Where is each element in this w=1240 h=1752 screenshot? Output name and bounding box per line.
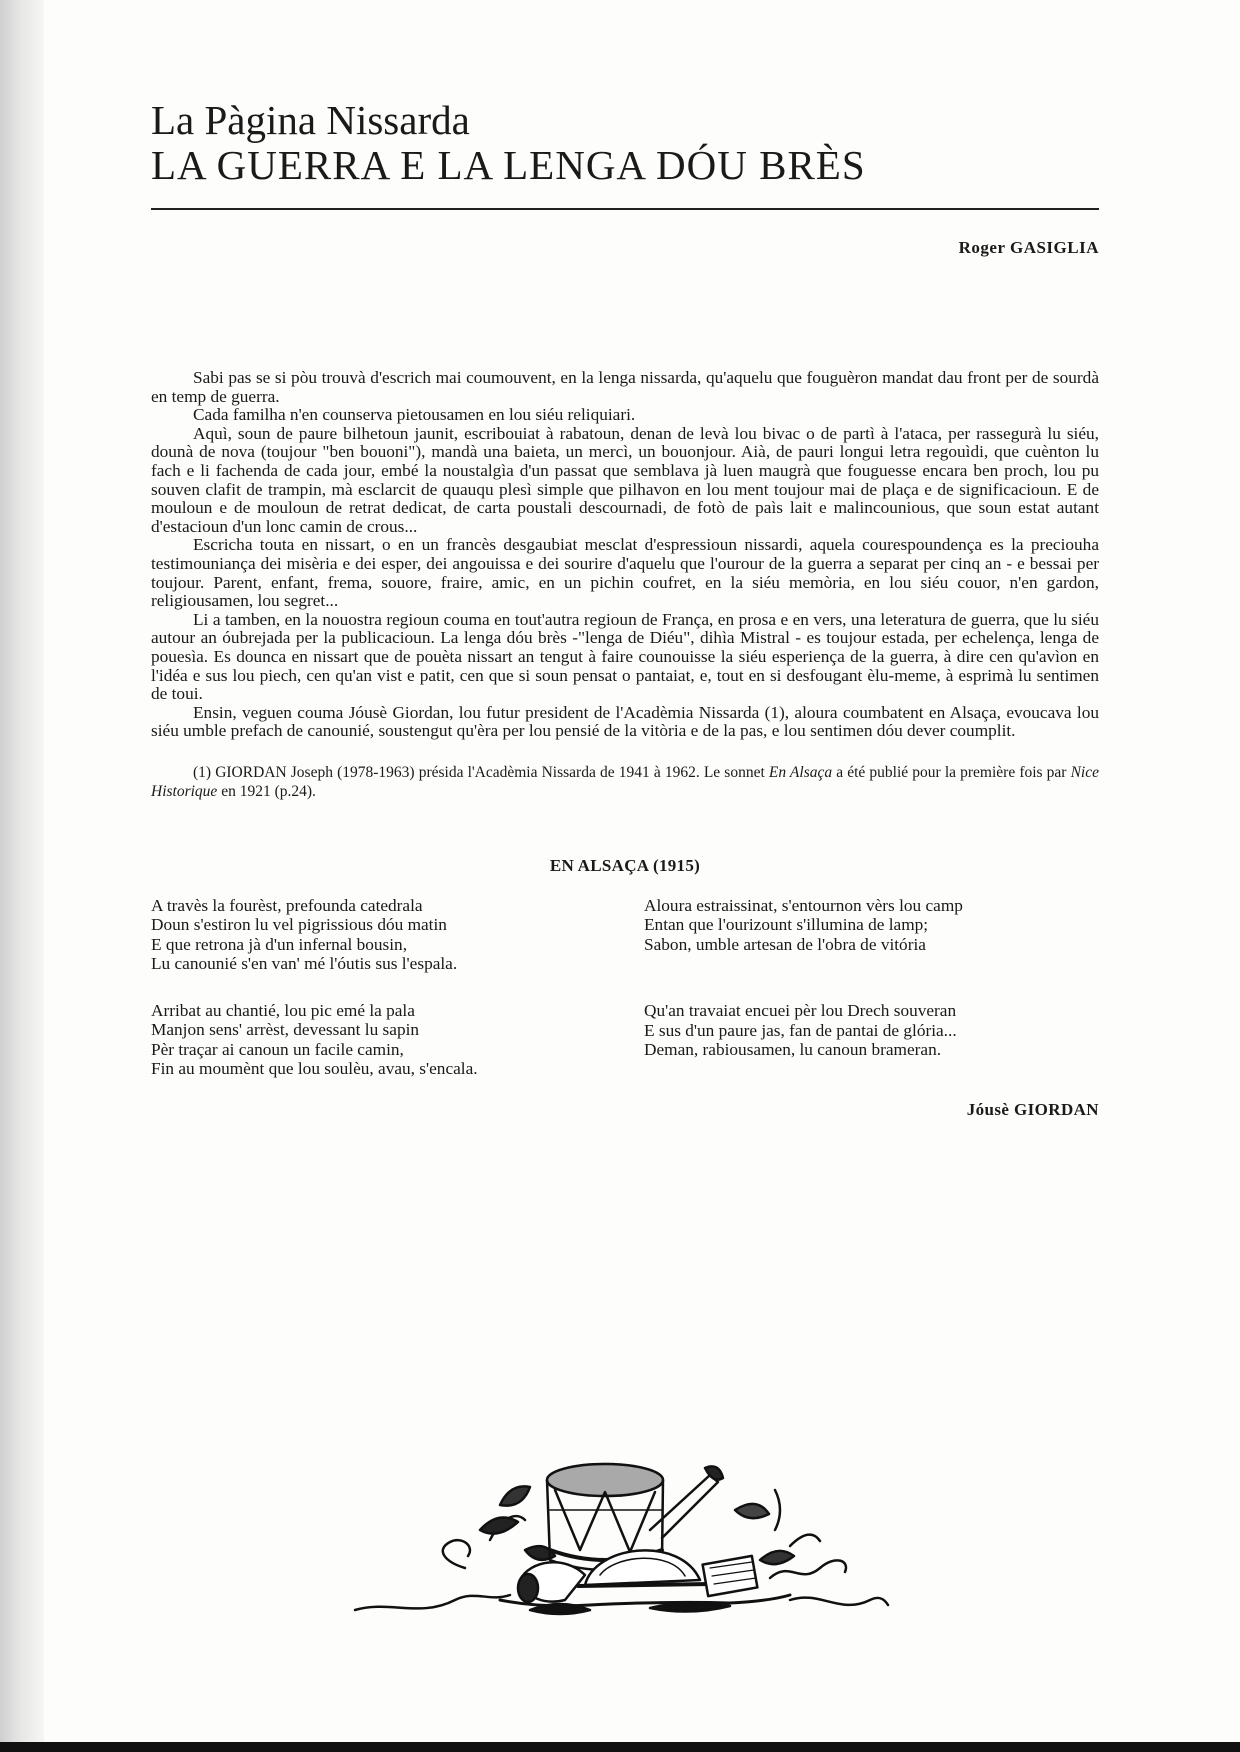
- paragraph: Escricha touta en nissart, o en un francès desgaubiat mesclat d'espressioun nissardi, aquela courespoundença es la preciouha testimouniança dei misèria e dei esper, dei angouissa e dei sourire d'aquelu que l'ourour de la guerra a separat per cinq an - e bessai per toujour. Parent, enfant, frema, souore, fraire, amic, en un pichin coufret, en la siéu memòria, en lou siéu couor, n'en gardon, religiousamen, lou segret...: [151, 535, 1099, 611]
- poem-title: EN ALSAÇA (1915): [549, 855, 701, 875]
- verse-line: E sus d'un paure jas, fan de pantai de glória...: [644, 1020, 957, 1040]
- verse-line: A travès la fourèst, prefounda catedrala: [151, 895, 423, 915]
- section-kicker: La Pàgina Nissarda: [151, 97, 470, 143]
- article-body: [151, 369, 1099, 741]
- poem-author: Jóusè GIORDAN: [966, 1099, 1099, 1119]
- footnote-text: en 1921 (p.24).: [217, 782, 316, 800]
- verse-line: Entan que l'ourizount s'illumina de lamp;: [644, 915, 929, 935]
- stanza: [151, 1001, 621, 1079]
- paragraph: Sabi pas se si pòu trouvà d'escrich mai coumouvent, en la lenga nissarda, qu'aquelu que fouguèron mandat dau front per de sourdà en temp de guerra.: [151, 368, 1099, 406]
- footnote-text: (1) GIORDAN Joseph (1978-1963) présida l'Acadèmia Nissarda de 1941 à 1962. Le sonnet: [193, 763, 769, 781]
- verse-line: Arribat au chantié, lou pic emé la pala: [151, 1000, 415, 1020]
- poem-right-column: [644, 896, 1099, 1106]
- poem: [151, 896, 1099, 1106]
- stanza: [644, 896, 1099, 955]
- footnote-italic-title: En Alsaça: [768, 763, 833, 781]
- verse-line: Lu canounié s'en van' mé l'óutis sus l'espala.: [151, 954, 458, 974]
- book-spine-shadow: [0, 0, 44, 1752]
- paragraph: Aquì, soun de paure bilhetoun jaunit, escribouiat à rabatoun, denan de levà lou bivac o de partì à l'ataca, per rassegurà lu siéu, dounà de nova (toujour "ben bouoni"), mandà una baieta, un mercì, un bouonjour. Aià, de pauri longui letra regouìdi, que cuènton lu fach e li fachenda de cada jour, embé la noustalgìa d'un passat que semblava jà luen maugrà que fouguesse encara ben proch, lou pu souven clafit de trampin, mà esclarcit de quauqu plesì simple que pilhavon en lou ment toujour mai de plaça e de significacioun. E de mouloun e de mouloun de retrat dedicat, de carta poustali descournadi, de fotò de paìs lait e malincounious, que soun estat autant d'estacioun d'un lonc camin de crous...: [151, 423, 1099, 536]
- war-trophy-illustration: [350, 1450, 890, 1620]
- page-content: [151, 98, 1099, 1120]
- verse-line: E que retrona jà d'un infernal bousin,: [151, 934, 408, 954]
- verse-line: Aloura estraissinat, s'entournon vèrs lou camp: [644, 895, 963, 915]
- verse-line: Pèr traçar ai canoun un facile camin,: [151, 1039, 404, 1059]
- footnote-italic-journal: Nice Historique: [151, 763, 1099, 800]
- footnote-text: a été publié pour la première fois par: [832, 763, 1071, 781]
- verse-line: Deman, rabiousamen, lu canoun brameran.: [644, 1040, 942, 1060]
- stanza: [151, 896, 621, 974]
- paragraph: Ensin, veguen couma Jóusè Giordan, lou futur president de l'Acadèmia Nissarda (1), aloura coumbatent en Alsaça, evoucava lou siéu umble prefach de canounié, soustengut qu'èra per lou pensié de la vitòria e de la pas, e lou sentimen dóu dever coumplit.: [151, 702, 1099, 741]
- article-author: Roger GASIGLIA: [958, 238, 1099, 257]
- article-title: LA GUERRA E LA LENGA DÓU BRÈS: [151, 142, 866, 188]
- verse-line: Manjon sens' arrèst, devessant lu sapin: [151, 1020, 420, 1040]
- stanza: [644, 1001, 1099, 1060]
- verse-line: Sabon, umble artesan de l'obra de vitória: [644, 934, 926, 954]
- page-bottom-edge: [0, 1742, 1240, 1752]
- verse-line: Doun s'estiron lu vel pigrissious dóu matin: [151, 915, 447, 935]
- verse-line: Fin au moumènt que lou soulèu, avau, s'encala.: [151, 1059, 478, 1079]
- title-rule: [151, 208, 1099, 210]
- paragraph: Cada familha n'en counserva pietousamen en lou siéu reliquiari.: [193, 405, 636, 425]
- poem-left-column: [151, 896, 621, 1106]
- verse-line: Qu'an travaiat encuei pèr lou Drech souveran: [644, 1001, 957, 1021]
- footnote: [151, 763, 1099, 801]
- paragraph: Li a tamben, en la nouostra regioun couma en tout'autra regioun de França, en prosa e en vers, una leteratura de guerra, que lu siéu autour an óubrejada per la publicacioun. La lenga dóu brès -"lenga de Diéu", dihìa Mistral - es toujour estada, per echelença, lenga de pouesìa. Es dounca en nissart que de pouèta nissart an tengut à faire counouisse la siéu esperiença de la guerra, à dire cen qu'avìon en l'idéa e sus lou piech, cen qu'an vist e patit, cen que si soun pensat o pantaiat, e, tout en si desfougant èlu-meme, à esprimà lu sentimen de toui.: [151, 609, 1099, 704]
